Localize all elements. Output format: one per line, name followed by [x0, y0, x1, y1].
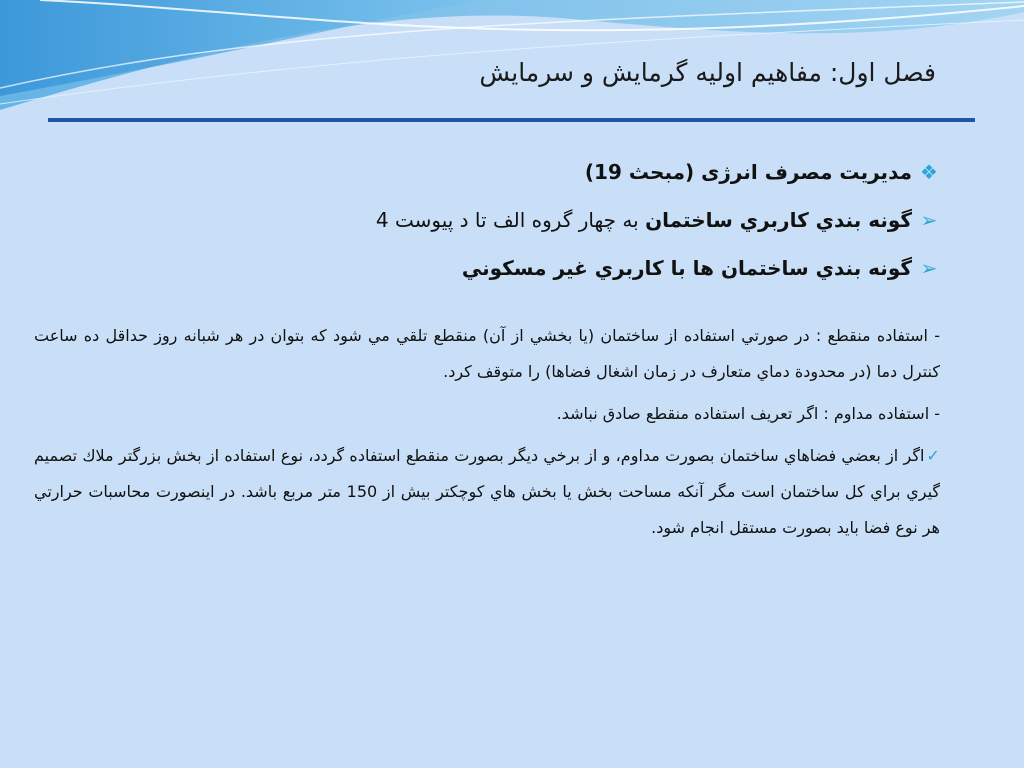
paragraph-intermittent-use: - استفاده منقطع : در صورتي استفاده از ساختمان (يا بخشي از آن) منقطع تلقي مي شود كه بتوان در هر شبانه روز حداقل ده ساعت كنترل دما (در محدودة دماي متعارف در زمان اشغال فضاها) را متوقف كرد.	[34, 326, 940, 381]
arrow-bullet-icon: ➢	[920, 208, 938, 232]
paragraph-mixed-use	[34, 438, 940, 546]
bullet-bold-text: مديريت مصرف انرژی (مبحث 19)	[584, 160, 912, 184]
paragraph-continuous-use: - استفاده مداوم : اگر تعريف استفاده منقطع صادق نباشد.	[556, 404, 940, 423]
bullet-item	[60, 206, 940, 234]
bullet-bold-text: گونه بندي ساختمان ها با كاربري غير مسكوني	[461, 256, 912, 280]
slide-title: فصل اول: مفاهیم اولیه گرمایش و سرمایش	[479, 58, 936, 87]
bullet-list	[60, 158, 940, 302]
title-divider	[48, 118, 975, 122]
body-text	[34, 318, 940, 552]
bullet-item	[60, 254, 940, 282]
checkmark-icon: ✓	[926, 446, 941, 465]
paragraph-text: اگر از بعضي فضاهاي ساختمان بصورت مداوم، و از برخي ديگر بصورت منقطع استفاده گردد، نوع استفاده از بخش بزرگتر ملاك تصميم گيري براي كل ساختمان است مگر آنكه مساحت بخش يا بخش هاي كوچكتر بيش از 150 متر مربع باشد. در اينصورت محاسبات حرارتي هر نوع فضا بايد بصورت مستقل انجام شود.	[34, 446, 941, 537]
bullet-item	[60, 158, 940, 186]
bullet-bold-text: گونه بندي كاربري ساختمان	[645, 208, 912, 232]
bullet-text: به چهار گروه الف تا د پيوست 4	[375, 208, 646, 232]
diamond-bullet-icon: ❖	[920, 160, 938, 184]
arrow-bullet-icon: ➢	[920, 256, 938, 280]
